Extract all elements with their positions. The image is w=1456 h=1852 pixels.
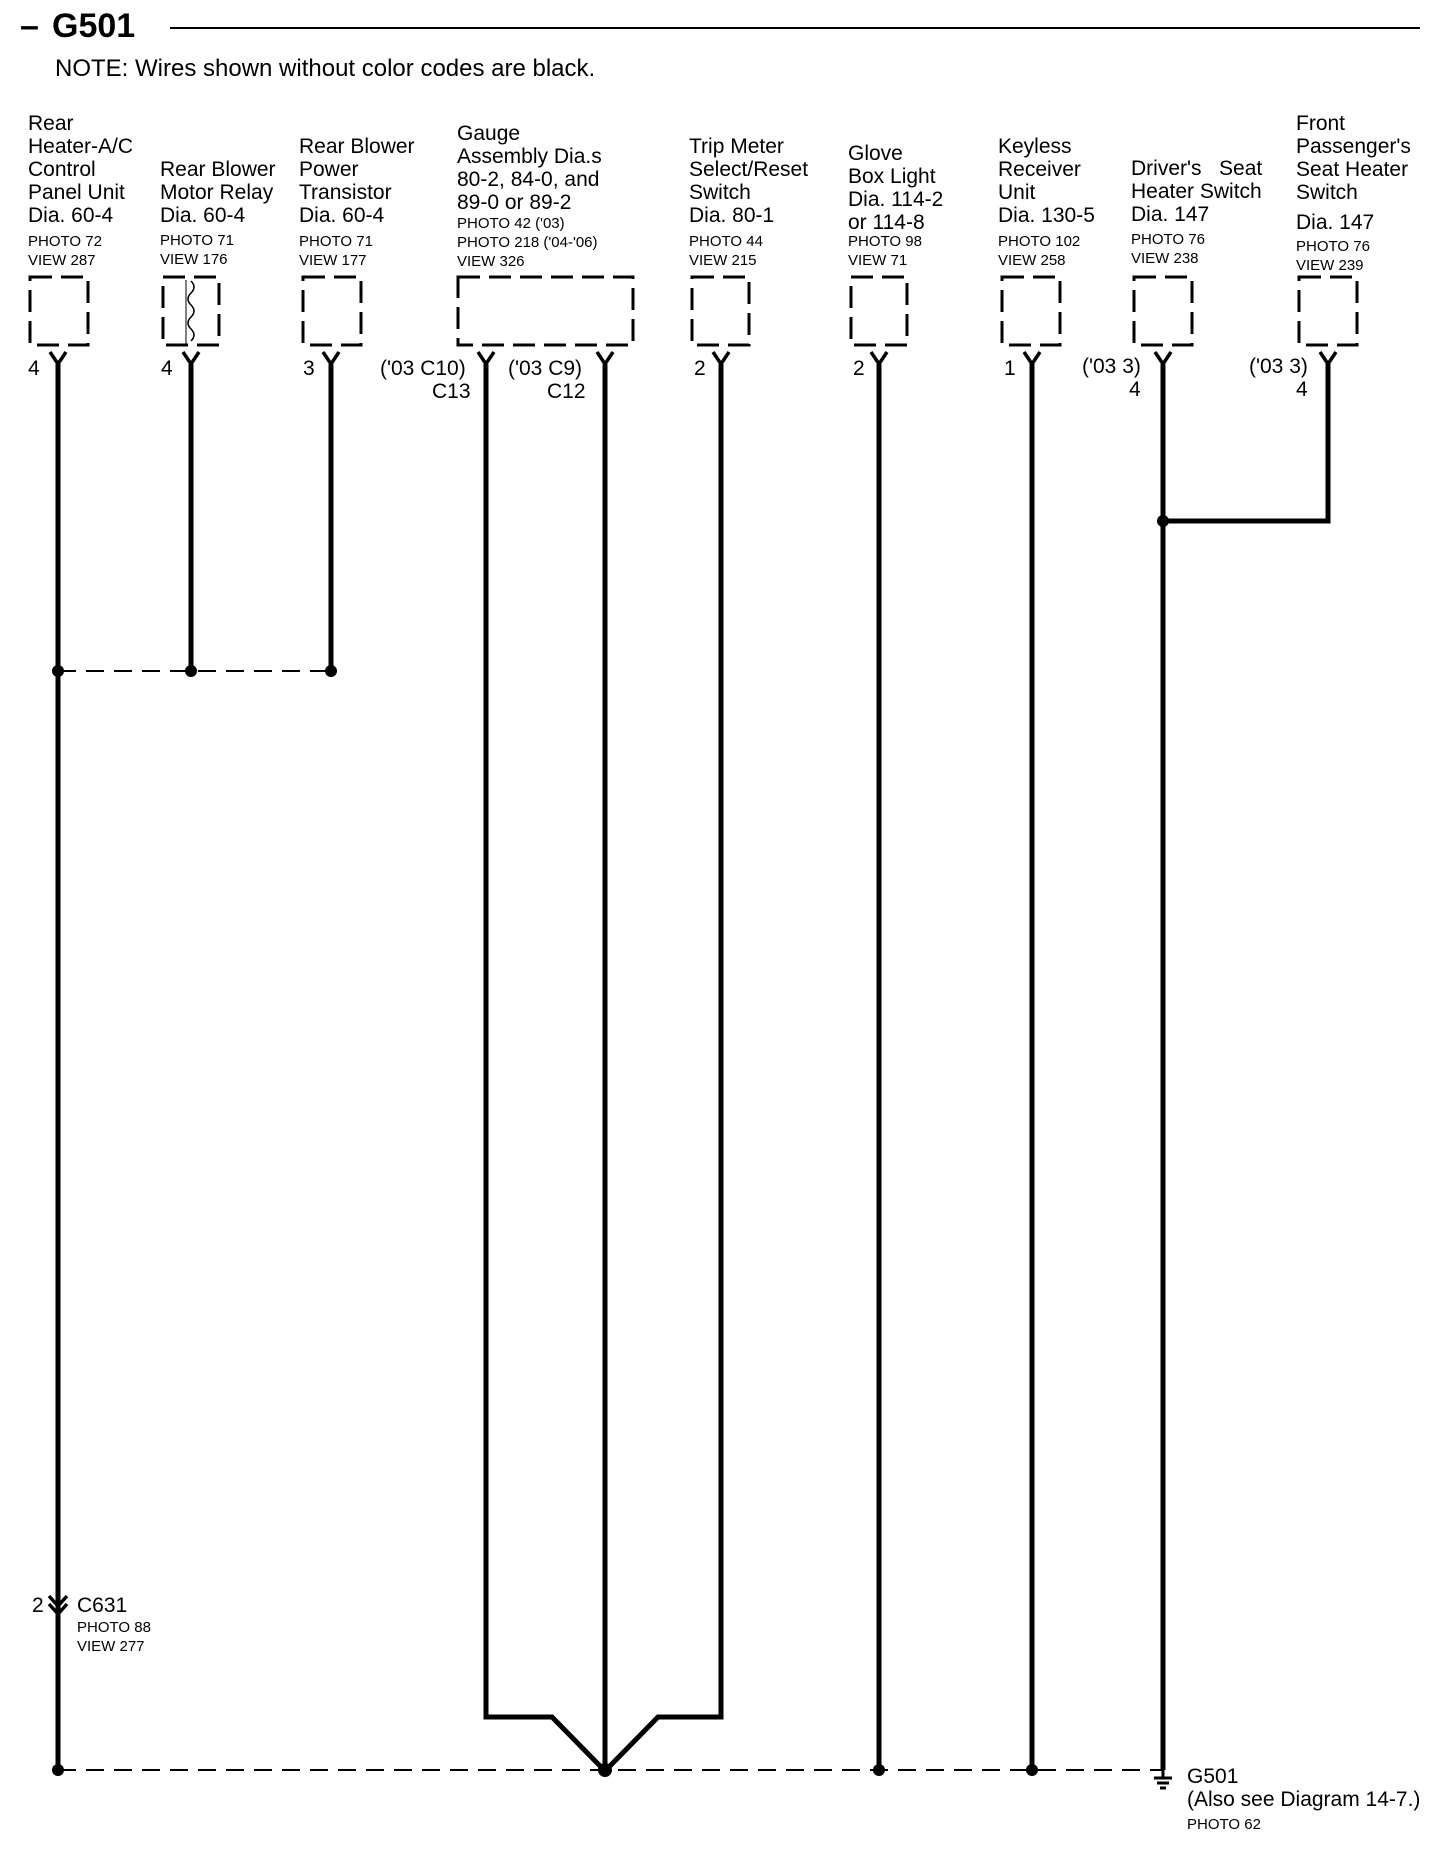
component-label: Trip Meter Select/Reset Switch Dia. 80-1 [689, 135, 809, 227]
photo-view-ref: PHOTO 44 VIEW 215 [689, 233, 763, 269]
ground-g501 [1154, 1765, 1420, 1833]
year-pin-label: ('03 C9) [508, 357, 583, 380]
connector-c631 [32, 1594, 155, 1655]
splice-dot [873, 1764, 885, 1776]
pin-number: 4 [161, 357, 173, 380]
component-box [303, 277, 361, 345]
component-label: Front Passenger's Seat Heater Switch Dia. 147 [1296, 112, 1411, 234]
year-pin-label: ('03 C10) [380, 357, 466, 380]
component-label: Rear Blower Motor Relay Dia. 60-4 [160, 158, 276, 227]
pin-number: 1 [1004, 357, 1016, 380]
pin-number: 4 [1129, 378, 1141, 401]
component-glove-box-light [848, 142, 949, 380]
terminal-icon [478, 352, 494, 364]
splice-dot [1157, 515, 1169, 527]
ground-photo: PHOTO 62 [1187, 1816, 1261, 1833]
component-label: Glove Box Light Dia. 114-2 or 114-8 [848, 142, 944, 234]
wires [58, 364, 1328, 1770]
component-gauge-assembly [380, 122, 633, 403]
pin-number: 2 [694, 357, 706, 380]
component-rear-heater-ac-control-panel-unit [28, 112, 139, 380]
year-pin-label: ('03 3) [1082, 355, 1141, 378]
wire-trip-meter-switch [606, 364, 721, 1770]
splice-dot [598, 1763, 612, 1777]
splice-dot [52, 1764, 64, 1776]
ground-note: (Also see Diagram 14-7.) [1187, 1788, 1421, 1811]
wire-gauge-c13 [486, 364, 604, 1770]
connector-pin-number: 2 [32, 1594, 44, 1617]
component-box [692, 277, 749, 345]
component-box [851, 277, 907, 345]
component-box [1134, 277, 1192, 345]
component-label: Keyless Receiver Unit Dia. 130-5 [998, 135, 1095, 227]
terminal-icon [183, 352, 199, 364]
pin-number: 3 [303, 357, 315, 380]
component-label: Rear Heater-A/C Control Panel Unit Dia. 60-4 [28, 112, 134, 227]
component-rear-blower-power-transistor [299, 135, 420, 380]
photo-view-ref: PHOTO 42 ('03) PHOTO 218 ('04-'06) VIEW 326 [457, 215, 598, 270]
ground-name: G501 [1187, 1765, 1239, 1788]
pin-number: 2 [853, 357, 865, 380]
photo-view-ref: PHOTO 98 VIEW 71 [848, 233, 922, 269]
component-box [1002, 277, 1060, 345]
photo-view-ref: PHOTO 72 VIEW 287 [28, 233, 102, 269]
photo-view-ref: PHOTO 88 VIEW 277 [77, 1619, 151, 1655]
note: NOTE: Wires shown without color codes are black. [55, 55, 596, 82]
splice-dot [1026, 1764, 1038, 1776]
component-box [458, 277, 633, 345]
splice-dot [185, 665, 197, 677]
pin-number: C12 [547, 380, 586, 403]
component-keyless-receiver-unit [998, 135, 1095, 380]
connector-name: C631 [77, 1594, 128, 1617]
terminals [50, 352, 1336, 364]
terminal-icon [597, 352, 613, 364]
relay-coil-icon [188, 281, 194, 341]
terminal-icon [713, 352, 729, 364]
component-rear-blower-motor-relay [160, 158, 281, 380]
component-trip-meter-select-reset-switch [689, 135, 814, 380]
photo-view-ref: PHOTO 71 VIEW 177 [299, 233, 373, 269]
page-title: G501 [52, 7, 136, 45]
pin-number: C13 [432, 380, 471, 403]
terminal-icon [50, 352, 66, 364]
terminal-icon [871, 352, 887, 364]
component-label: Driver's Seat Heater Switch Dia. 147 [1131, 157, 1263, 226]
component-label: Rear Blower Power Transistor Dia. 60-4 [299, 135, 415, 227]
component-box [1299, 277, 1357, 345]
splice-dot [52, 665, 64, 677]
component-label: Gauge Assembly Dia.s 80-2, 84-0, and 89-0 or 89-2 [457, 122, 602, 214]
pin-number: 4 [1296, 378, 1308, 401]
splice-points [52, 515, 1169, 1777]
header [20, 7, 1420, 82]
component-box [163, 277, 219, 345]
photo-view-ref: PHOTO 76 VIEW 238 [1131, 231, 1205, 267]
terminal-icon [323, 352, 339, 364]
terminal-icon [1024, 352, 1040, 364]
pin-number: 4 [28, 357, 40, 380]
terminal-icon [1320, 352, 1336, 364]
component-drivers-seat-heater-switch [1082, 157, 1268, 401]
photo-view-ref: PHOTO 76 VIEW 239 [1296, 238, 1370, 274]
year-pin-label: ('03 3) [1249, 355, 1308, 378]
photo-view-ref: PHOTO 71 VIEW 176 [160, 232, 234, 268]
photo-view-ref: PHOTO 102 VIEW 258 [998, 233, 1081, 269]
splice-dot [325, 665, 337, 677]
title-dash: – [20, 7, 39, 45]
terminal-icon [1155, 352, 1171, 364]
component-box [30, 277, 88, 345]
